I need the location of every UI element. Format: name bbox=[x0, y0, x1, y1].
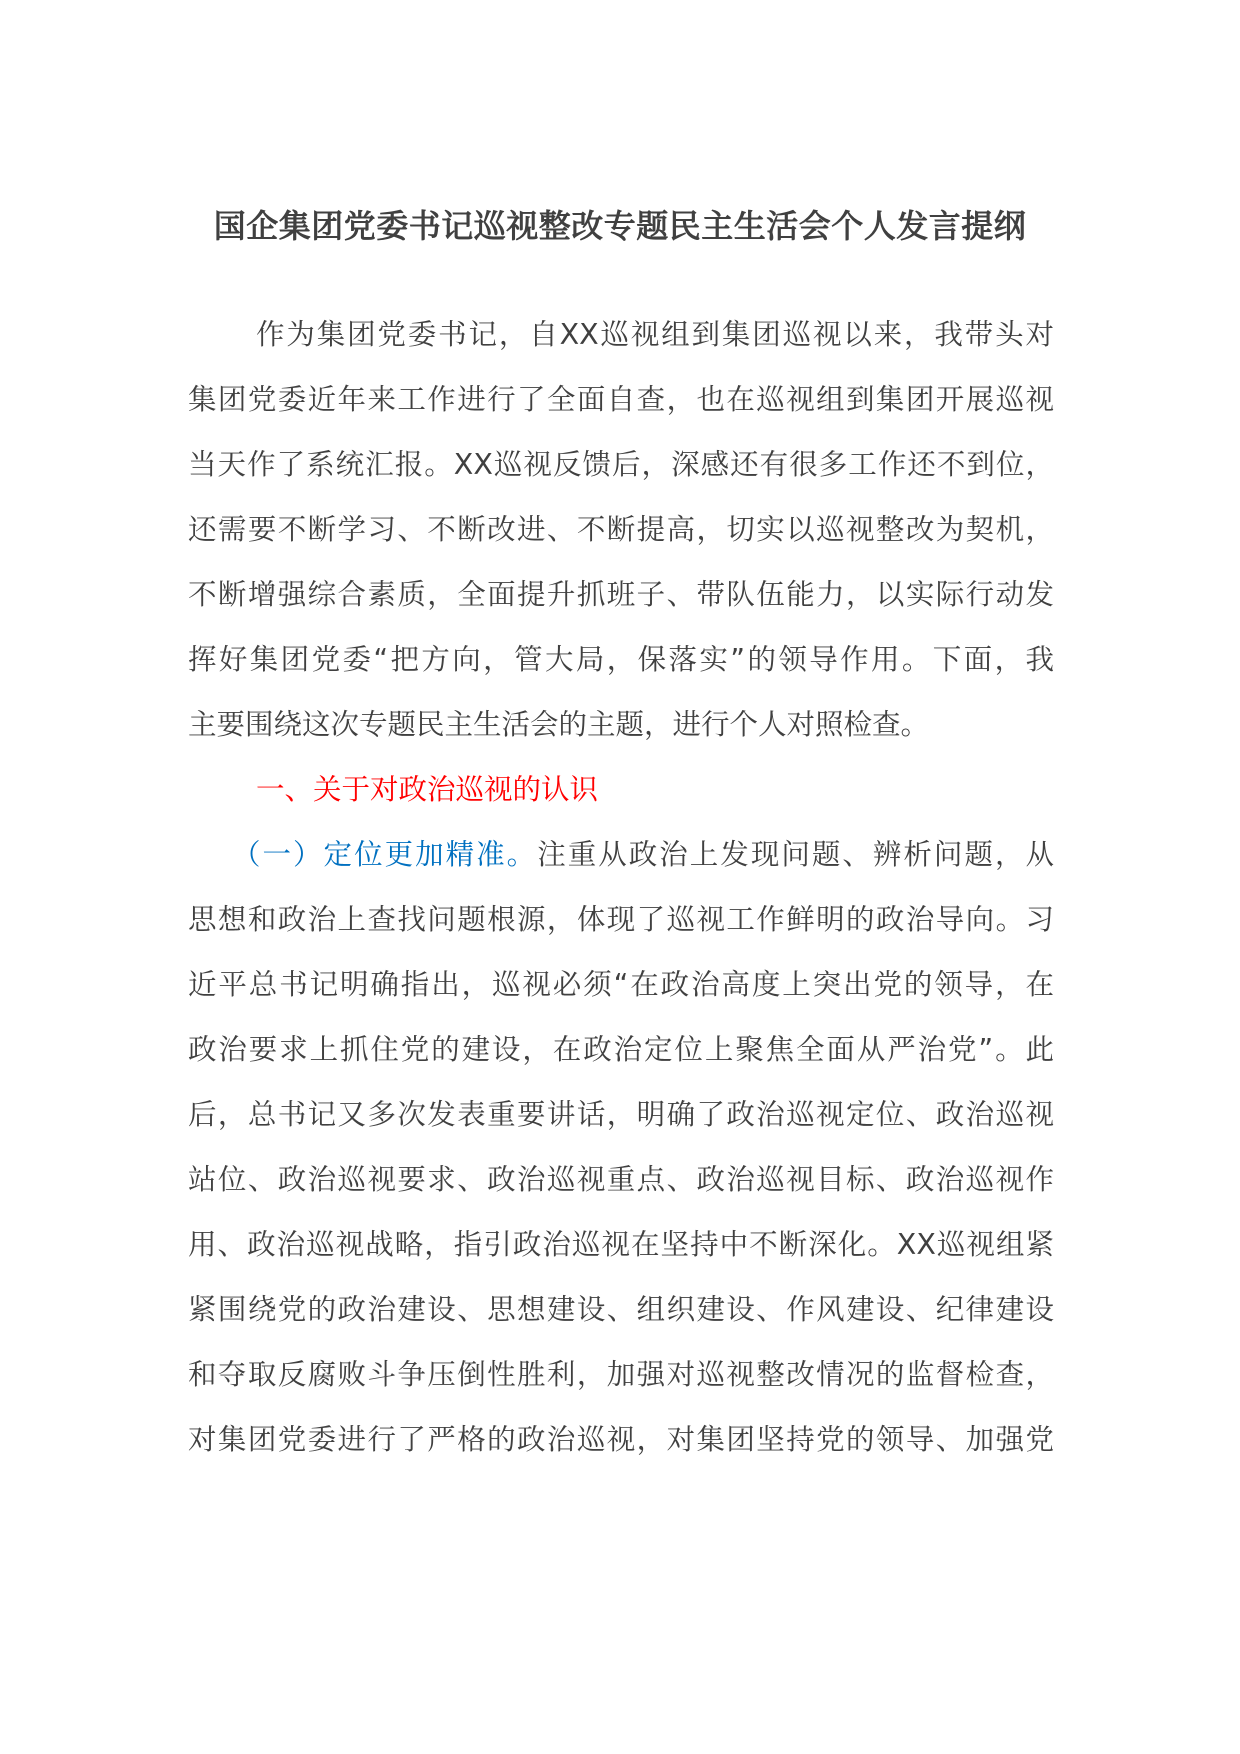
paragraph-line: 还需要不断学习、不断改进、不断提高，切实以巡视整改为契机， bbox=[188, 513, 1054, 546]
paragraph-line: 挥好集团党委“把方向，管大局，保落实”的领导作用。下面，我 bbox=[188, 643, 1054, 676]
subsection-heading: （一）定位更加精准。 bbox=[232, 838, 538, 871]
paragraph-line: 不断增强综合素质，全面提升抓班子、带队伍能力，以实际行动发 bbox=[188, 578, 1054, 611]
paragraph-line: 站位、政治巡视要求、政治巡视重点、政治巡视目标、政治巡视作 bbox=[188, 1163, 1054, 1196]
paragraph-line: 和夺取反腐败斗争压倒性胜利，加强对巡视整改情况的监督检查， bbox=[188, 1358, 1054, 1391]
subsection-first-line-text: 注重从政治上发现问题、辨析问题，从 bbox=[537, 838, 1054, 871]
document-body bbox=[188, 302, 1054, 1472]
paragraph-line: 近平总书记明确指出，巡视必须“在政治高度上突出党的领导，在 bbox=[188, 968, 1054, 1001]
paragraph-line: 当天作了系统汇报。XX巡视反馈后，深感还有很多工作还不到位， bbox=[188, 448, 1054, 481]
paragraph-line: 紧围绕党的政治建设、思想建设、组织建设、作风建设、纪律建设 bbox=[188, 1293, 1054, 1326]
document-title: 国企集团党委书记巡视整改专题民主生活会个人发言提纲 bbox=[213, 207, 1027, 245]
section-heading: 一、关于对政治巡视的认识 bbox=[256, 773, 599, 806]
paragraph-line: 对集团党委进行了严格的政治巡视，对集团坚持党的领导、加强党 bbox=[188, 1423, 1054, 1456]
paragraph-line: 政治要求上抓住党的建设，在政治定位上聚焦全面从严治党”。此 bbox=[188, 1033, 1054, 1066]
paragraph-line: 主要围绕这次专题民主生活会的主题，进行个人对照检查。 bbox=[188, 708, 930, 741]
paragraph-line: 集团党委近年来工作进行了全面自查，也在巡视组到集团开展巡视 bbox=[188, 383, 1054, 416]
paragraph-line: 后，总书记又多次发表重要讲话，明确了政治巡视定位、政治巡视 bbox=[188, 1098, 1054, 1131]
paragraph-line: 用、政治巡视战略，指引政治巡视在坚持中不断深化。XX巡视组紧 bbox=[188, 1228, 1054, 1261]
paragraph-line: 作为集团党委书记，自XX巡视组到集团巡视以来，我带头对 bbox=[256, 318, 1054, 351]
subsection-paragraph bbox=[188, 822, 1054, 1472]
paragraph-line: 思想和政治上查找问题根源，体现了巡视工作鲜明的政治导向。习 bbox=[188, 903, 1054, 936]
intro-paragraph bbox=[188, 302, 1054, 757]
subsection-first-line bbox=[188, 822, 1054, 887]
